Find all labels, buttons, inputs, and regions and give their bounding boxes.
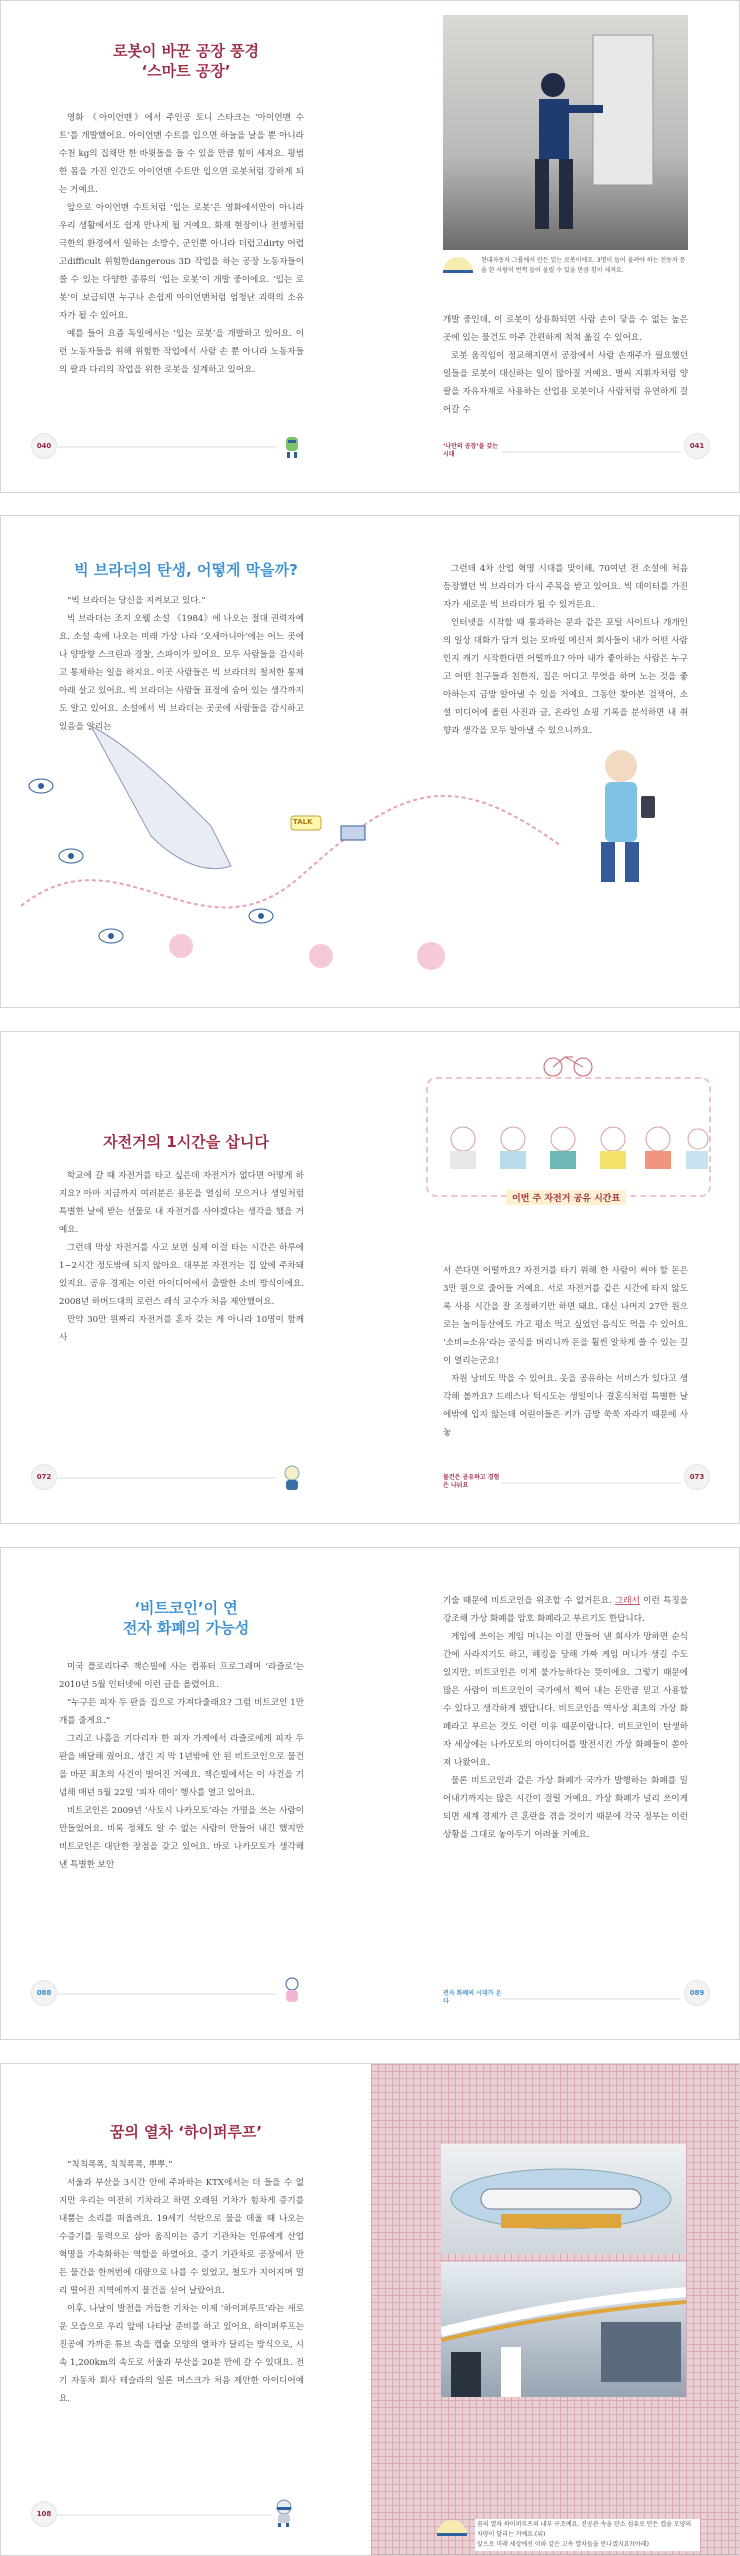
paragraph: 학교에 갈 때 자전거를 타고 싶은데 자전거가 없다면 어떻게 하지요? 아마 지금까지 여러분은 용돈을 열심히 모으거나 생일처럼 특별한 날에 받는 선물로 내 자전거를 사야겠다는 생각을 했을 거예요.	[59, 1171, 304, 1235]
chapter-title	[1, 2122, 371, 2142]
footer-line	[501, 1482, 681, 1484]
illustration-title: 이번 주 자전거 공유 시간표	[506, 1190, 626, 1205]
paragraph: 빅 브라더는 조지 오웰 소설 《1984》에 나오는 절대 권력자예요. 소설 속에 나오는 미래 가상 나라 ‘오세아니아’에는 어느 곳에나 양방향 스크린과 경찰, 스파이가 있어요. 모두 사람들을 감시하고 통제하는 일을 하지요. 이곳 사람들은 빅 브라더의 철저한 통제 아래 살고 있어요. 빅 브라더는 사람들 표정에 숨어 있는 생각까지도 알고 있어요. 소설에서 빅 브라더는 곳곳에 사람들을 감시하고 있음을 알리는	[59, 614, 304, 732]
paragraph: 미국 플로리다주 잭슨빌에 사는 컴퓨터 프로그래머 ‘라즐로’는 2010년 5월 인터넷에 이런 글을 올렸어요.	[59, 1662, 304, 1690]
page-089	[371, 1548, 740, 2039]
spread-hyperloop	[0, 2063, 740, 2556]
mascot-sun-icon	[437, 2520, 467, 2536]
spread-bike-sharing	[0, 1031, 740, 1524]
body-text	[443, 311, 688, 419]
paragraph: 로봇 움직임이 정교해지면서 공장에서 사람 손재주가 필요했던 일들을 로봇이 대신하는 일이 많아질 거예요. 벌써 지휘자처럼 양팔을 자유자재로 사용하는 산업용 로봇이나 사람처럼 유연하게 걸어갈 수	[443, 351, 688, 415]
paragraph: 자원 낭비도 막을 수 있어요. 옷을 공유하는 서비스가 있다고 생각해 볼까요? 드레스나 턱시도는 생일이나 결혼식처럼 특별한 날에밖에 입지 않는데 어린이들은 키가 금방 쑥쑥 자라기 때문에 사 놓	[443, 1374, 688, 1438]
hyperloop-interior-photo	[441, 2144, 686, 2254]
paragraph: 물론 비트코인과 같은 가상 화폐가 국가가 발행하는 화폐를 밀어내기까지는 많은 시간이 걸릴 거예요. 가상 화폐가 널리 쓰이게 되면 세계 경제가 큰 혼란을 겪을 것이기 때문에 각국 정부는 이런 상황을 그대로 놓아두기 어려울 거예요.	[443, 1776, 688, 1840]
chapter-title	[1, 41, 371, 81]
talk-bubble-tag: TALK	[293, 818, 313, 826]
page-number: 088	[31, 1980, 57, 2006]
chapter-title	[1, 1598, 371, 1638]
body-text	[443, 1592, 688, 1844]
running-head: 물건은 공유하고 경험은 나눠요	[443, 1474, 500, 1489]
footer-line	[57, 446, 277, 448]
footer-line	[57, 2514, 272, 2516]
paragraph: 영화 《아이언맨》에서 주인공 토니 스타크는 ‘아이언맨 수트’를 개발했어요. 아이언맨 수트를 입으면 하늘을 날을 뿐 아니라 수천 kg의 집채만 한 바윗돌을 들 수 있을 만큼 힘이 세져요. 평범한 몸을 가진 인간도 아이언맨 수트만 입으면 로봇처럼 강하게 되는 거예요.	[59, 113, 304, 195]
mascot-sun-icon	[443, 257, 473, 273]
page-040	[1, 1, 371, 492]
photo-caption	[475, 2519, 700, 2551]
body-text	[443, 1262, 688, 1442]
page-088	[1, 1548, 371, 2039]
page-number: 089	[684, 1980, 710, 2006]
paragraph: 만약 30만 원짜리 자전거를 혼자 갖는 게 아니라 10명이 함께 사	[59, 1315, 304, 1343]
robot-mascot-icon	[281, 433, 303, 461]
title-line: 빅 브라더의 탄생, 어떻게 막을까?	[74, 561, 298, 579]
title-line: 꿈의 열차 ‘하이퍼루프’	[109, 2123, 263, 2141]
page-number: 041	[684, 433, 710, 459]
robot-mascot-icon	[281, 1464, 303, 1492]
footer-line	[57, 1477, 277, 1479]
running-head: 전자 화폐의 시대가 온다	[443, 1990, 502, 2005]
robot-mascot-icon	[273, 2498, 295, 2526]
page-number: 108	[31, 2501, 57, 2527]
title-line: 로봇이 바꾼 공장 풍경	[112, 42, 260, 60]
title-line: 전자 화폐의 가능성	[122, 1619, 250, 1637]
bike-schedule-illustration	[426, 1077, 711, 1204]
paragraph: 예를 들어 요즘 독일에서는 ‘입는 로봇’을 개발하고 있어요. 이런 노동자들을 위해 위험한 작업에서 사람 손 뿐 아니라 노동자들의 팔과 다리의 작업을 위한 로봇을 설계하고 있어요.	[59, 329, 304, 375]
paragraph: 비트코인은 2009년 ‘사토시 나카모토’라는 가명을 쓰는 사람이 만들었어요. 비록 정체도 알 수 없는 사람이 만들어 내긴 했지만 비트코인은 대단한 장점을 갖고 있어요. 바로 나카모토가 생각해 낸 특별한 보안	[59, 1806, 304, 1870]
paragraph: 개발 중인데, 이 로봇이 상용화되면 사람 손이 닿을 수 없는 높은 곳에 있는 물건도 아주 간편하게 척척 옮길 수 있어요.	[443, 315, 688, 343]
page-number: 040	[31, 433, 57, 459]
title-line: ‘비트코인’이 연	[134, 1599, 238, 1617]
paragraph: 앞으로 아이언맨 수트처럼 ‘입는 로봇’은 영화에서만이 아니라 우리 생활에서도 쉽게 만나게 될 거예요. 화재 현장이나 전쟁처럼 극한의 환경에서 일하는 소방수, 군인뿐 아니라 더럽고dirty 어렵고difficult 위험한dangerous 3D 작업을 하는 공장 노동자들이 쓸 수 있는 다양한 종류의 ‘입는 로봇’이 개발 중이에요. ‘입는 로봇’이 보급되면 누구나 손쉽게 아이언맨처럼 엄청난 괴력의 소유자가 될 수 있어요.	[59, 203, 304, 321]
highlight-word: 그래서	[614, 1596, 640, 1606]
body-text	[59, 2156, 304, 2408]
surveillance-illustration	[1, 706, 740, 976]
title-line: 자전거의 1시간을 삽니다	[103, 1133, 269, 1151]
footer-line	[501, 451, 681, 453]
spread-smart-factory	[0, 0, 740, 493]
page-number: 073	[684, 1464, 710, 1490]
paragraph: “누구든 피자 두 판을 집으로 가져다줄래요? 그럼 비트코인 1만 개를 줄게요.”	[59, 1698, 304, 1726]
caption-line: 앞으로 미래 세상에선 이와 같은 고속 열차들을 만나겠지요?(아래)	[477, 2541, 649, 2548]
body-text	[59, 1167, 304, 1347]
footer-line	[501, 1998, 681, 2000]
page-073	[371, 1032, 740, 1523]
paragraph: “빅 브라더는 당신을 지켜보고 있다.”	[67, 596, 206, 606]
page-108	[1, 2064, 371, 2555]
paragraph: 기술 때문에 비트코인을 위조할 수 없거든요. 그래서 이런 특징을 강조해 가상 화폐를 암호 화폐라고 부르기도 한답니다.	[443, 1596, 688, 1624]
paragraph: 서울과 부산을 3시간 안에 주파하는 KTX에서는 더 들을 수 없지만 우리는 여전히 기차라고 하면 오래된 기차가 힘차게 증기를 내뿜는 소리를 떠올려요. 19세기 석탄으로 물을 데울 때 나오는 수증기를 동력으로 삼아 움직이는 증기 기관차는 인류에게 산업 혁명을 가속화하는 역할을 하였어요. 증기 기관차로 공장에서 만든 물건을 한꺼번에 대량으로 나를 수 있었고, 철도가 지어지며 멀리 떨어진 지역에까지 물건을 싣어 날랐어요.	[59, 2178, 304, 2296]
paragraph: 이후, 나날이 발전을 거듭한 기차는 이제 ‘하이퍼루프’라는 새로운 모습으로 우리 앞에 나타날 준비를 하고 있어요. 하이퍼루프는 진공에 가까운 튜브 속을 캡슐 모양의 열차가 달리는 방식으로, 시속 1,200km의 속도로 서울과 부산을 20분 만에 갈 수 있대요. 전기 자동차 회사 테슬라의 일론 머스크가 처음 제안한 아이디어예요.	[59, 2304, 304, 2404]
paragraph: 그런데 막상 자전거를 사고 보면 실제 이걸 타는 시간은 하루에 1~2시간 정도밖에 되지 않아요. 대부분 자전거는 집 앞에 주차돼 있지요. 공유 경제는 이런 아이디어에서 출발한 소비 방식이에요. 2008년 하버드대의 로런스 레식 교수가 처음 제안했어요.	[59, 1243, 304, 1307]
paragraph: 그리고 나흘을 기다리자 한 피자 가게에서 라즐로에게 피자 두 판을 배달해 줬어요. 생긴 지 막 1년밖에 안 된 비트코인으로 물건을 바꾼 최초의 사건이 벌어진 거예요. 잭슨빌에서는 이 사건을 기념해 매년 5월 22일 ‘피자 데이’ 행사를 열고 있어요.	[59, 1734, 304, 1798]
running-head: ‘나만의 공장’을 갖는 시대	[443, 443, 499, 458]
chapter-title	[1, 560, 371, 580]
paragraph: 인터넷을 시작할 때 통과하는 문과 같은 포털 사이트나 개개인의 일상 대화가 담겨 있는 모바일 메신저 회사들이 내가 어떤 사람인지 캐기 시작한다면 어떨까요? 아마 내가 좋아하는 사람은 누구고 어떤 친구들과 친한지, 집은 어디고 무엇을 하며 노는 것을 좋아하는지 금방 알아낼 수 있을 거예요. 그동안 찾아본 검색어, 소셜 미디어에 올린 사진과 글, 온라인 쇼핑 기록을 분석하면 내 취향과 생각을 모두 알아낼 수 있으니까요.	[443, 618, 688, 736]
chapter-title	[1, 1132, 371, 1152]
photo-caption: 현대자동차 그룹에서 만든 입는 로봇이에요. 3명이 들어 올려야 하는 전동차 문을 한 사람이 번쩍 들어 올릴 수 있을 만큼 힘이 세져요.	[481, 257, 686, 274]
paragraph: “칙칙폭폭, 칙칙폭폭, 뿌뿌.”	[67, 2160, 173, 2170]
page-right-grid	[371, 2064, 740, 2555]
footer-line	[57, 1993, 277, 1995]
page-072	[1, 1032, 371, 1523]
wearable-robot-photo	[443, 15, 688, 250]
body-text	[59, 109, 304, 379]
page-number: 072	[31, 1464, 57, 1490]
title-line: ‘스마트 공장’	[141, 62, 231, 80]
spread-big-brother	[0, 515, 740, 1008]
caption-line: 꿈의 열차 하이퍼루프의 내부 구조예요. 진공관 속을 탄소 섬유로 만든 캡슐 모양의 차량이 달리는 거예요.(위)	[477, 2521, 692, 2538]
paragraph: 서 쓴다면 어떨까요? 자전거를 타기 위해 한 사람이 써야 할 돈은 3만 원으로 줄어들 거예요. 서로 자전거를 같은 시간에 타지 않도록 사용 시간을 잘 조정하기만 하면 돼요. 대신 나머지 27만 원으로는 놀이동산에도 가고 평소 먹고 싶었던 음식도 먹을 수 있어요. ‘소비=소유’라는 공식을 버리니까 돈을 훨씬 알차게 쓸 수 있는 길이 열리는군요!	[443, 1266, 688, 1366]
hyperloop-station-photo	[441, 2262, 686, 2397]
paragraph: 그런데 4차 산업 혁명 시대를 맞이해, 70여년 전 소설에 처음 등장했던 빅 브라더가 다시 주목을 받고 있어요. 빅 데이터를 가진 자가 새로운 빅 브라더가 될 수 있거든요.	[443, 564, 688, 610]
spread-bitcoin	[0, 1547, 740, 2040]
paragraph: 게임에 쓰이는 게임 머니는 이걸 만들어 낸 회사가 망하면 순식간에 사라지기도 하고, 해킹을 당해 가짜 게임 머니가 생길 수도 있지만, 비트코인은 이게 불가능하다는 뜻이에요. 그렇기 때문에 많은 사람이 비트코인이 국가에서 찍어 내는 돈만큼 믿고 사용할 수 있다고 생각하게 됐답니다. 비트코인을 역사상 최초의 가상 화폐라고 부르는 것도 이런 이유 때문이랍니다. 비트코인이 탄생하자 세상에는 나카모토의 아이디어를 발전시킨 가상 화폐들이 쏟아져 나왔어요.	[443, 1632, 688, 1768]
page-041	[371, 1, 740, 492]
body-text	[59, 1658, 304, 1874]
robot-mascot-icon	[281, 1976, 303, 2004]
